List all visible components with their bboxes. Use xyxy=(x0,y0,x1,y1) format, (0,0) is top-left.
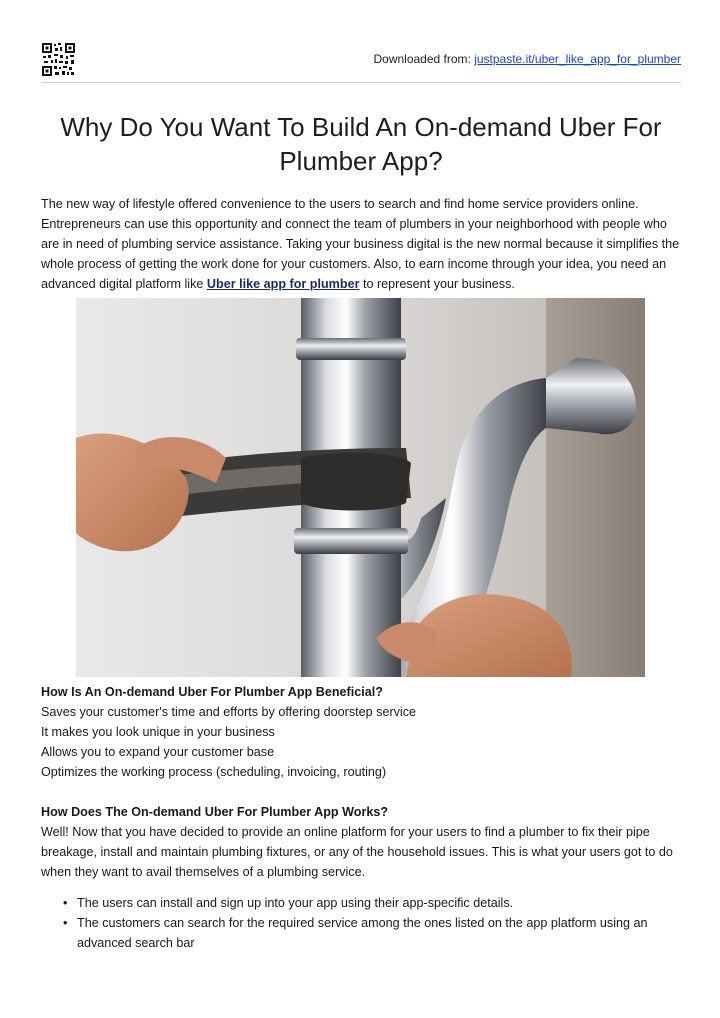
benefit-line: Saves your customer's time and efforts by offering doorstep service xyxy=(41,705,417,719)
uber-like-app-link[interactable]: Uber like app for plumber xyxy=(206,277,360,291)
benefit-line: It makes you look unique in your business xyxy=(41,725,275,739)
intro-text-after: to represent your business. xyxy=(359,277,515,291)
page-title: Why Do You Want To Build An On-demand Uber For Plumber App? xyxy=(60,112,662,176)
benefit-line: Allows you to expand your customer base xyxy=(41,745,275,759)
page-header xyxy=(41,40,681,83)
list-item: • The users can install and sign up into your app using their app-specific details. xyxy=(77,893,681,913)
benefit-line: Optimizes the working process (scheduling, invoicing, routing) xyxy=(41,765,387,779)
plumber-photo xyxy=(76,298,645,677)
list-item: • The customers can search for the required service among the ones listed on the app platform using an advanced search bar xyxy=(77,913,681,953)
qr-code-icon xyxy=(41,42,76,77)
source-link[interactable]: justpaste.it/uber_like_app_for_plumber xyxy=(474,52,681,66)
works-section xyxy=(41,802,686,882)
intro-text-before: The new way of lifestyle offered convenience to the users to search and find home service providers online. Entrepreneurs can use this opportunity and connect the team of plumbers in your neighborhood with people who are in need of plumbing service assistance. Taking your business digital is the new normal because it simplifies the whole process of getting the work done for your customers. Also, to earn income through your idea, you need an advanced digital platform like xyxy=(41,197,680,291)
works-paragraph: Well! Now that you have decided to provide an online platform for your users to find a plumber to fix their pipe breakage, install and maintain plumbing fixtures, or any of the household issues. This is what your users got to do when they want to avail themselves of a plumbing service. xyxy=(41,825,673,879)
downloaded-prefix: Downloaded from: xyxy=(373,52,475,66)
works-title: How Does The On-demand Uber For Plumber App Works? xyxy=(41,805,389,819)
benefits-title: How Is An On-demand Uber For Plumber App Beneficial? xyxy=(41,685,383,699)
benefits-section xyxy=(41,682,681,782)
works-bullet-list xyxy=(41,893,681,953)
downloaded-from xyxy=(373,52,681,66)
intro-paragraph xyxy=(41,194,686,294)
